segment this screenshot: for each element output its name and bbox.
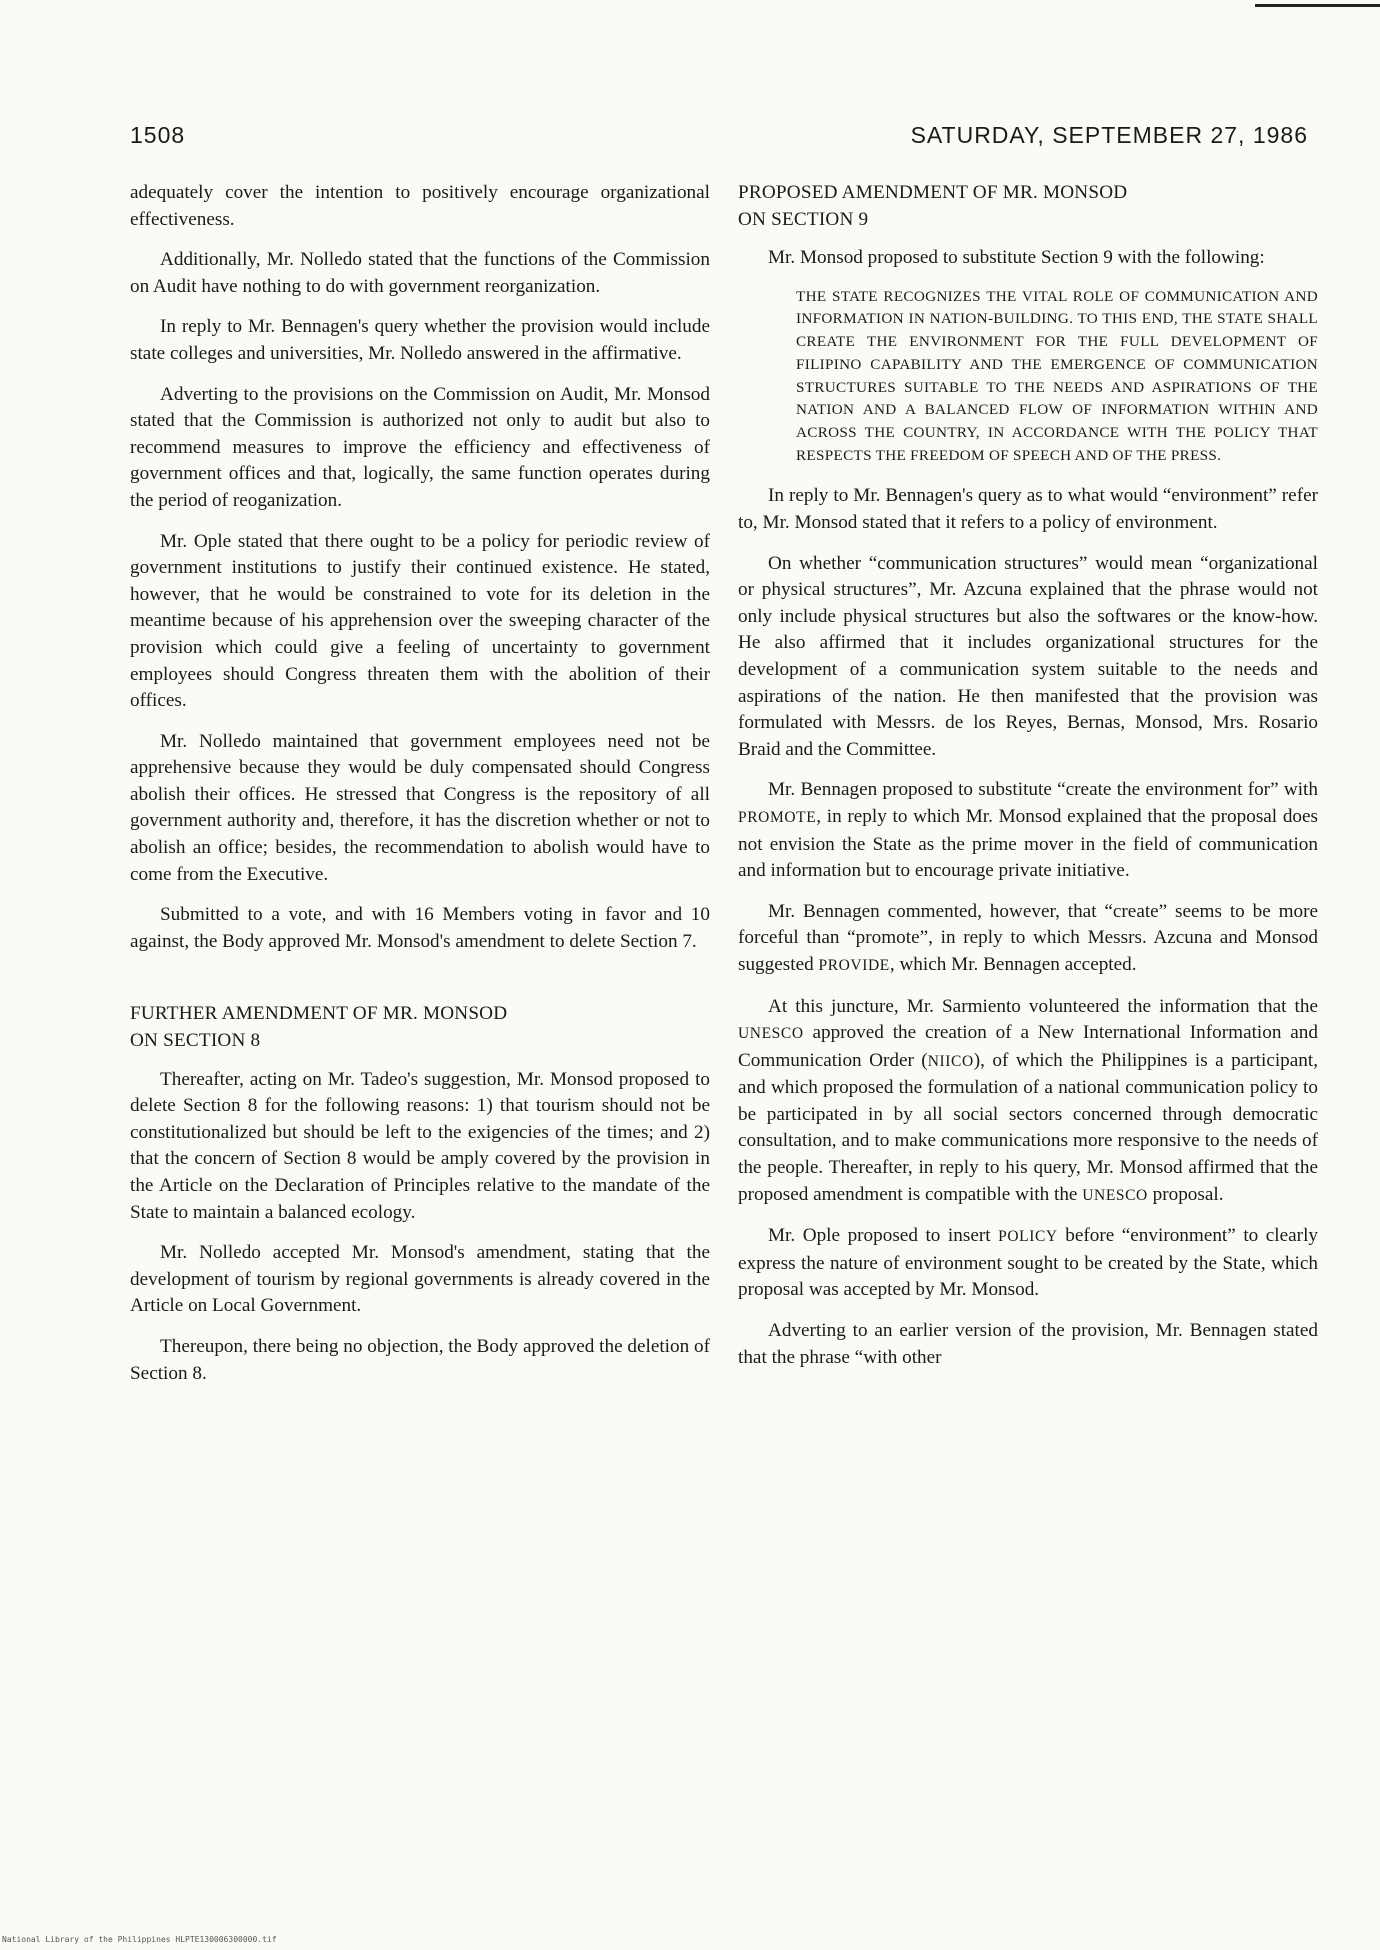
caps-term: UNESCO [738,1025,804,1043]
text-run: , which Mr. Bennagen accepted. [889,953,1137,975]
paragraph [738,1223,1318,1304]
paragraph: Adverting to the provisions on the Commission on Audit, Mr. Monsod stated that the Commission is authorized not only to audit but also to recommend measures to improve the efficiency and effectiveness of government offices and that, logically, the same function operates during the period of reoganization. [130,383,710,511]
paragraph: adequately cover the intention to positively encourage organizational effectiveness. [130,182,710,230]
paragraph [738,994,1318,1210]
scan-footer: National Library of the Philippines HLPTE130006300000.tif [2,1935,277,1944]
caps-term: POLICY [998,1228,1058,1246]
paragraph: Additionally, Mr. Nolledo stated that the functions of the Commission on Audit have nothing to do with government reorganization. [130,249,710,297]
page-number: 1508 [130,122,186,148]
caps-term: NIICO [927,1052,974,1070]
paragraph: In reply to Mr. Bennagen's query whether the provision would include state colleges and universities, Mr. Nolledo answered in the affirmative. [130,316,710,364]
section-heading-line1: FURTHER AMENDMENT OF MR. MONSOD [130,1003,508,1025]
text-run: , in reply to which Mr. Monsod explained that the proposal does not envision the State as the prime mover in the field of communication and information but to encourage private initiative. [738,805,1318,882]
section-heading-line1: PROPOSED AMENDMENT OF MR. MONSOD [738,182,1128,203]
text-run: ), of which the Philippines is a participant, and which proposed the formulation of a national communication policy to be participated in by all social sectors concerned through democratic consultation, and to make communications more responsive to the needs of the people. Thereafter, in reply to his query, Mr. Monsod affirmed that the proposed amendment is compatible with the [738,1049,1318,1205]
text-run: proposal. [1147,1183,1224,1205]
scan-edge-line [1255,4,1380,7]
text-run: Mr. Bennagen commented, however, that “create” seems to be more forceful than “promote”, in reply to which Messrs. Azcuna and Monsod suggested [738,900,1318,975]
paragraph: Mr. Monsod proposed to substitute Section 9 with the following: [768,247,1265,269]
paragraph: Thereupon, there being no objection, the Body approved the deletion of Section 8. [130,1335,710,1384]
caps-term: UNESCO [1082,1186,1148,1204]
paragraph: In reply to Mr. Bennagen's query as to what would “environment” refer to, Mr. Monsod stated that it refers to a policy of environment. [738,485,1318,533]
section-heading [130,1001,710,1054]
text-run: Mr. Ople proposed to insert [768,1225,999,1247]
paragraph: Adverting to an earlier version of the provision, Mr. Bennagen stated that the phrase “with other [738,1320,1318,1368]
text-run: before “environment” to clearly express the nature of environment sought to be created by the State, which proposal was accepted by Mr. Monsod. [738,1225,1318,1301]
paragraph: Mr. Nolledo accepted Mr. Monsod's amendment, stating that the development of tourism by regional governments is already covered in the Article on Local Government. [130,1242,710,1317]
section-heading-line2: ON SECTION 9 [738,208,869,230]
page-date: SATURDAY, SEPTEMBER 27, 1986 [910,122,1308,148]
text-run: At this juncture, Mr. Sarmiento volunteered the information that the [768,995,1318,1017]
text-run: Mr. Bennagen proposed to substitute “create the environment for” with [768,779,1318,801]
right-column [738,180,1318,1385]
caps-term: PROVIDE [818,956,890,974]
left-column [130,180,710,1401]
paragraph [738,777,1318,884]
paragraph [738,899,1318,980]
section-heading-line2: ON SECTION 8 [130,1030,261,1052]
caps-term: PROMOTE [738,808,817,826]
paragraph: Mr. Nolledo maintained that government employees need not be apprehensive because they would be duly compensated should Congress abolish their offices. He stressed that Congress is the repository of all government authority and, therefore, it has the discretion whether or not to abolish an office; besides, the recommendation to abolish would have to come from the Executive. [130,730,710,885]
paragraph: Thereafter, acting on Mr. Tadeo's suggestion, Mr. Monsod proposed to delete Section 8 for the following reasons: 1) that tourism should not be constitutionalized but should be left to the exigencies of the times; and 2) that the concern of Section 8 would be amply covered by the provision in the Article on the Declaration of Principles relative to the mandate of the State to maintain a balanced ecology. [130,1068,710,1223]
section-heading [738,180,1318,233]
quoted-provision: THE STATE RECOGNIZES THE VITAL ROLE OF COMMUNICATION AND INFORMATION IN NATION-BUILDING. TO THIS END, THE STATE SHALL CREATE THE ENVIRONMENT FOR THE FULL DEVELOPMENT OF FILIPINO CAPABILITY AND THE EMERGENCE OF COMMUNICATION STRUCTURES SUITABLE TO THE NEEDS AND ASPIRATIONS OF THE NATION AND A BALANCED FLOW OF INFORMATION WITHIN AND ACROSS THE COUNTRY, IN ACCORDANCE WITH THE POLICY THAT RESPECTS THE FREEDOM OF SPEECH AND OF THE PRESS. [796,287,1318,464]
paragraph: Submitted to a vote, and with 16 Members voting in favor and 10 against, the Body approved Mr. Monsod's amendment to delete Section 7. [130,904,710,952]
paragraph: Mr. Ople stated that there ought to be a policy for periodic review of government institutions to justify their continued existence. He stated, however, that he would be constrained to vote for its deletion in the meantime because of his apprehension over the sweeping character of the provision which could give a feeling of uncertainty to government employees should Congress threaten them with the abolition of their offices. [130,530,710,712]
page-header [130,122,1308,152]
text-run: approved the creation of a New International Information and Communication Order ( [738,1022,1318,1071]
paragraph: On whether “communication structures” would mean “organizational or physical structures”, Mr. Azcuna explained that the phrase would not only include physical structures but also the softwares or the know-how. He also affirmed that it includes organizational structures for the development of a communication system suitable to the needs and aspirations of the nation. He then manifested that the provision was formulated with Messrs. de los Reyes, Bernas, Monsod, Mrs. Rosario Braid and the Committee. [738,552,1318,760]
